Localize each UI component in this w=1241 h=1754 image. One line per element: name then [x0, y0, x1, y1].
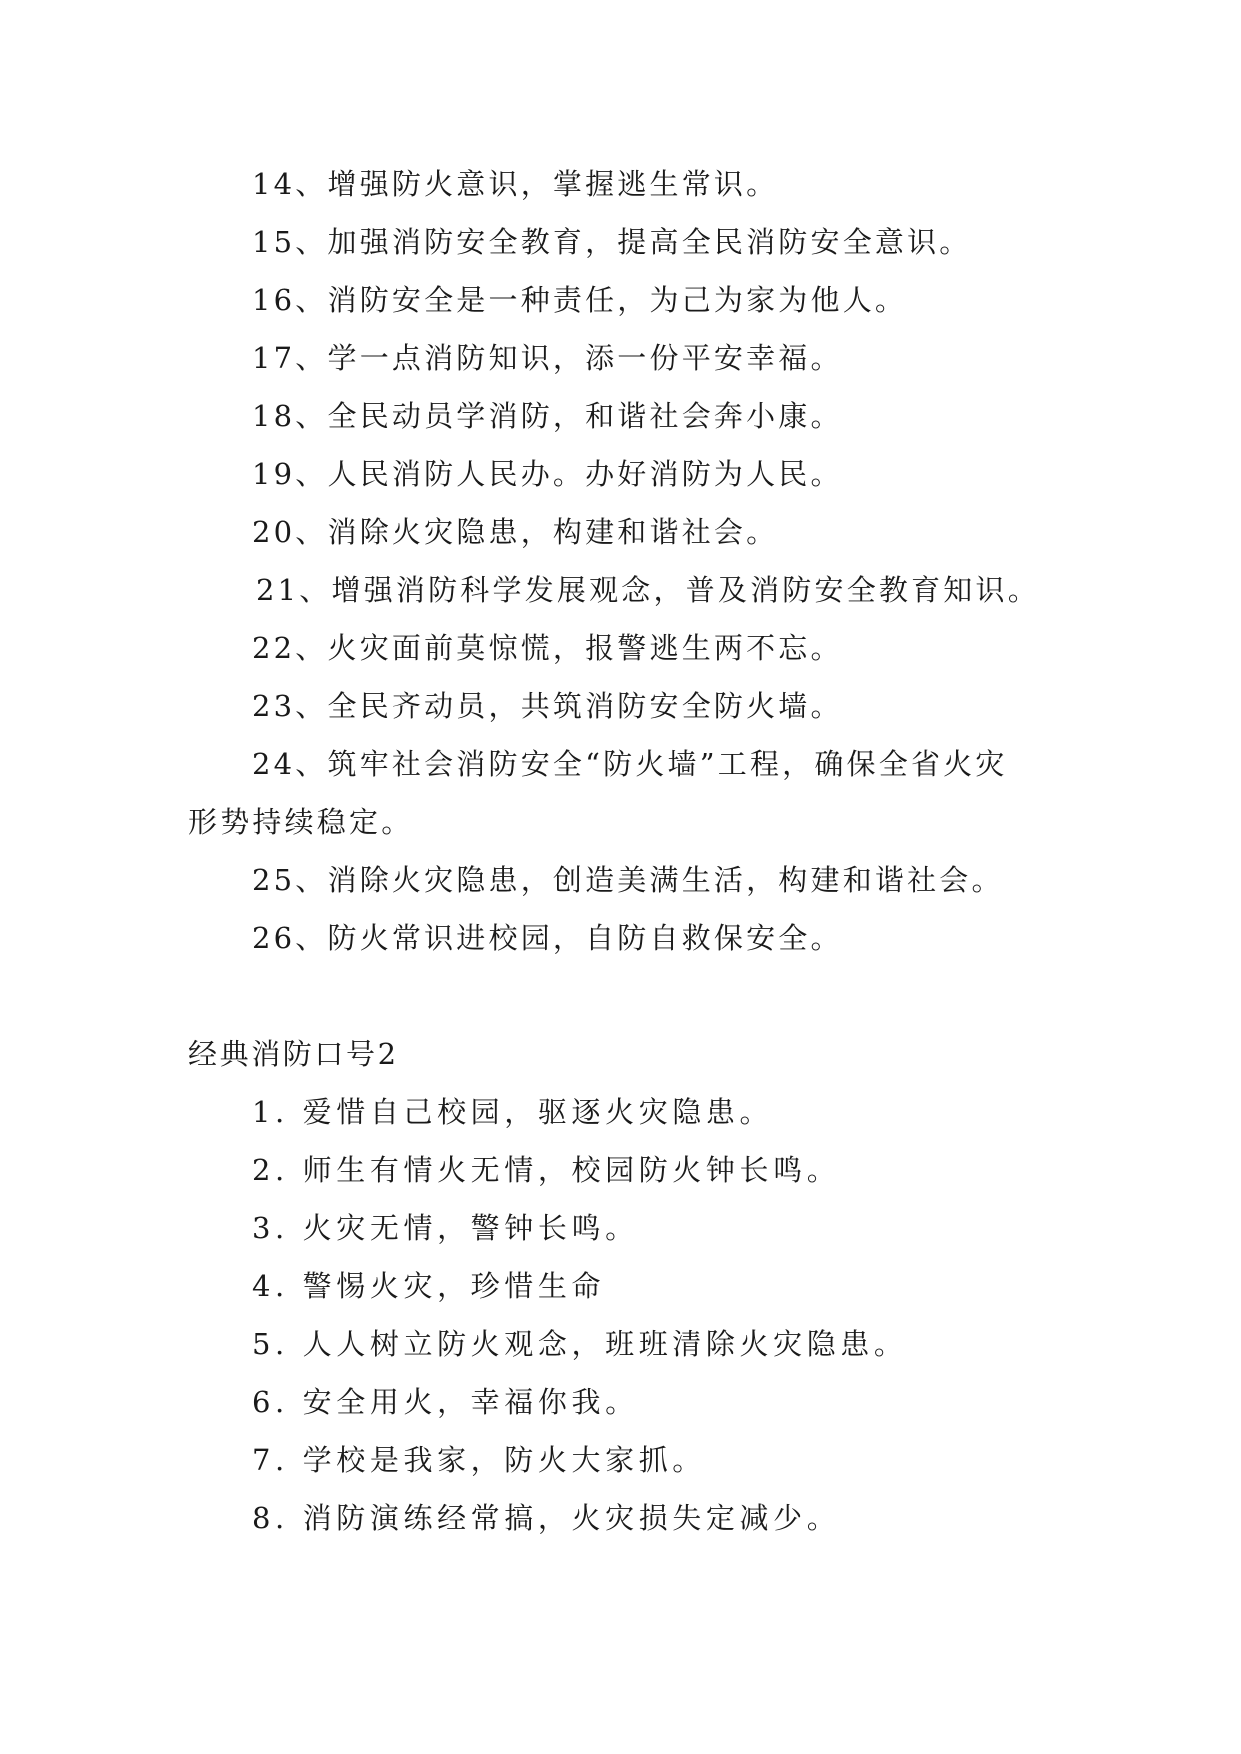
slogan-22: 22、火灾面前莫惊慌，报警逃生两不忘。 — [252, 631, 843, 665]
slogan-item-3: 3. 火灾无情，警钟长鸣。 — [252, 1211, 639, 1245]
slogan-26: 26、防火常识进校园，自防自救保安全。 — [252, 921, 843, 955]
slogan-15: 15、加强消防安全教育，提高全民消防安全意识。 — [252, 225, 972, 259]
slogan-21: 21、增强消防科学发展观念，普及消防安全教育知识。 — [256, 573, 1040, 607]
slogan-item-1: 1. 爱惜自己校园，驱逐火灾隐患。 — [252, 1095, 774, 1129]
slogan-item-6: 6. 安全用火，幸福你我。 — [252, 1385, 639, 1419]
slogan-24-continuation: 形势持续稳定。 — [188, 805, 414, 839]
slogan-16: 16、消防安全是一种责任，为己为家为他人。 — [252, 283, 908, 317]
slogan-23: 23、全民齐动员，共筑消防安全防火墙。 — [252, 689, 843, 723]
slogan-item-2: 2. 师生有情火无情，校园防火钟长鸣。 — [252, 1153, 841, 1187]
slogan-item-7: 7. 学校是我家，防火大家抓。 — [252, 1443, 706, 1477]
slogan-25: 25、消除火灾隐患，创造美满生活，构建和谐社会。 — [252, 863, 1004, 897]
slogan-17: 17、学一点消防知识，添一份平安幸福。 — [252, 341, 843, 375]
slogan-18: 18、全民动员学消防，和谐社会奔小康。 — [252, 399, 843, 433]
section-title: 经典消防口号2 — [188, 1037, 399, 1071]
slogan-19: 19、人民消防人民办。办好消防为人民。 — [252, 457, 843, 491]
slogan-14: 14、增强防火意识，掌握逃生常识。 — [252, 167, 779, 201]
slogan-24: 24、筑牢社会消防安全“防火墙”工程，确保全省火灾 — [252, 747, 1008, 781]
slogan-item-5: 5. 人人树立防火观念，班班清除火灾隐患。 — [252, 1327, 908, 1361]
slogan-item-4: 4. 警惕火灾，珍惜生命 — [252, 1269, 606, 1303]
slogan-item-8: 8. 消防演练经常搞，火灾损失定减少。 — [252, 1501, 841, 1535]
slogan-20: 20、消除火灾隐患，构建和谐社会。 — [252, 515, 779, 549]
